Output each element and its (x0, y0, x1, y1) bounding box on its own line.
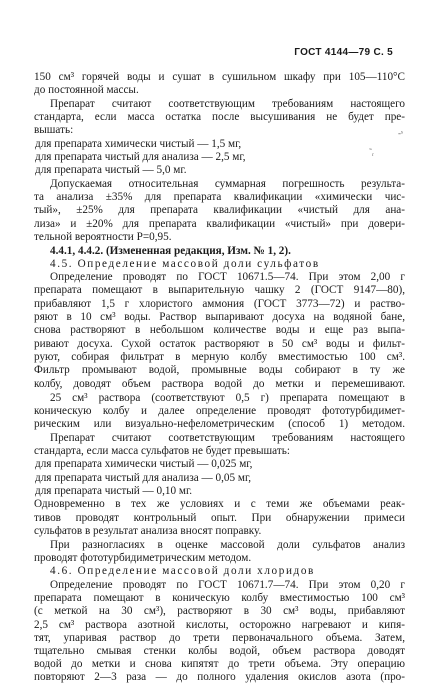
text-line: Препарат считают соответствующим требованиям настоящего (50, 98, 405, 110)
text-line: тят, упаривая раствор до трети первоначального объема. Затем, (34, 632, 405, 644)
text-line: стандарта, если масса сульфатов не будет превышать: (34, 445, 290, 457)
text-line: ривают досуха. Сухой остаток растворяют в 50 см³ воды и фильт- (34, 338, 405, 350)
text-line: 150 см³ горячей воды и сушат в сушильном шкафу при 105—110°С (34, 71, 405, 83)
text-line: для препарата чистый для анализа — 0,05 мг, (35, 472, 252, 484)
text-line: для препарата чистый для анализа — 2,5 мг, (35, 151, 246, 163)
text-line: тельной вероятности P=0,95. (34, 231, 172, 243)
text-line: сульфатов в результат анализа вносят поправку. (34, 525, 262, 537)
text-line: повторяют 2—3 раза — до полного удаления окислов азота (про- (34, 671, 405, 683)
page-header: ГОСТ 4144—79 С. 5 (294, 47, 393, 58)
text-line: для препарата чистый — 5,0 мг. (35, 164, 187, 176)
margin-mark: -ˢ (398, 128, 403, 138)
text-line: 4.4.1, 4.4.2. (Измененная редакция, Изм. № 1, 2). (50, 245, 291, 257)
text-line: для препарата химически чистый — 1,5 мг, (35, 138, 242, 150)
text-line: (с меткой на 30 см³), растворяют в 30 см³ воды, прибавляют (34, 605, 405, 617)
text-line: Определение проводят по ГОСТ 10671.7—74. При этом 0,20 г (50, 579, 405, 591)
text-line: та анализа ±35% для препарата квалификации «химически чис- (34, 191, 405, 203)
text-line: водой до метки и снова кипятят до трети объема. Эту операцию (34, 658, 405, 670)
text-line: вышать: (34, 124, 74, 136)
text-line: рическим или визуально-нефелометрическим (способ 1) методом. (34, 418, 405, 430)
text-line: Фильтр промывают водой, промывные воды собирают в ту же (34, 364, 405, 376)
text-line: коническую колбу и далее определение проводят фототурбидимет- (34, 405, 405, 417)
text-line: Препарат считают соответствующим требованиям настоящего (50, 432, 405, 444)
text-line: препарата помещают в выпарительную чашку 2 (ГОСТ 9147—80), (34, 284, 405, 296)
text-line: Определение проводят по ГОСТ 10671.5—74. При этом 2,00 г (50, 271, 405, 283)
text-line: препарата помещают в коническую колбу вместимостью 100 см³ (34, 592, 405, 604)
text-line: 4.5. Определение массовой доли сульфатов (50, 258, 320, 270)
text-line: лиза» и ±20% для препарата квалификации «чистый» при довери- (34, 218, 405, 230)
text-line: руют, собирая фильтрат в мерную колбу вместимостью 100 см³. (34, 351, 405, 363)
text-line: прибавляют 1,5 г хлористого аммония (ГОСТ 3773—72) и раство- (34, 298, 405, 310)
text-line: ряют в 10 см³ воды. Раствор выпаривают досуха на водяной бане, (34, 311, 405, 323)
text-line: тивов проводят контрольный опыт. При обнаружении примеси (34, 512, 405, 524)
text-line: 25 см³ раствора (соответствуют 0,5 г) препарата помещают в (50, 392, 405, 404)
margin-mark: ˜ᵣ (369, 147, 375, 157)
text-line: тый», ±25% для препарата квалификации «чистый для ана- (34, 204, 405, 216)
text-line: 4.6. Определение массовой доли хлоридов (50, 565, 315, 577)
text-line: При разногласиях в оценке массовой доли сульфатов анализ (50, 539, 405, 551)
text-line: тщательно смывая стенки колбы водой, объем раствора доводят (34, 645, 405, 657)
text-line: для препарата чистый — 0,10 мг. (35, 485, 193, 497)
text-line: колбу, доводят объем раствора водой до метки и перемешивают. (34, 378, 405, 390)
text-line: снова растворяют в небольшом количестве воды и еще раз выпа- (34, 324, 405, 336)
text-line: для препарата химически чистый — 0,025 мг, (35, 458, 253, 470)
text-line: стандарта, если масса остатка после высушивания не будет пре- (34, 111, 405, 123)
text-line: до постоянной массы. (34, 84, 139, 96)
text-line: Одновременно в тех же условиях и с теми же объемами реак- (34, 498, 405, 510)
text-line: проводят фототурбидиметрическим методом. (34, 552, 252, 564)
text-line: Допускаемая относительная суммарная погрешность результа- (50, 178, 405, 190)
text-line: 2,5 см³ раствора азотной кислоты, осторожно нагревают и кипя- (34, 619, 405, 631)
